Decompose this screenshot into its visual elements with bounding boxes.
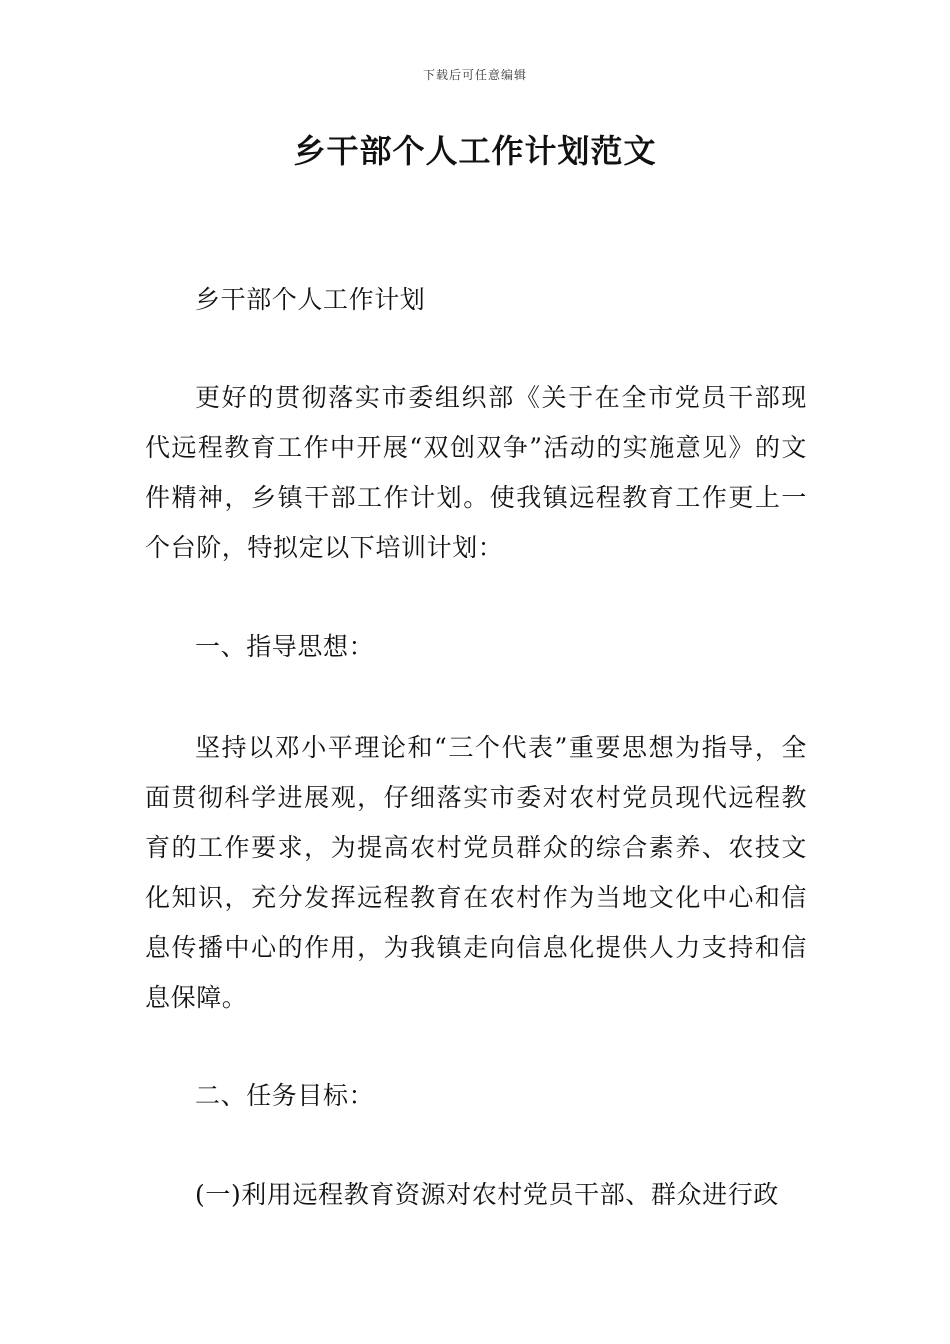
header-note: 下载后可任意编辑 [422,68,527,82]
paragraph-intro: 更好的贯彻落实市委组织部《关于在全市党员干部现代远程教育工作中开展“双创双争”活动的实施意见》的文件精神，乡镇干部工作计划。使我镇远程教育工作更上一个台阶，特拟定以下培训计划： [145,383,807,562]
section-heading-task-goals: 二、任务目标： [195,1081,375,1110]
paragraph-task-item-1: (一)利用远程教育资源对农村党员干部、群众进行政 [195,1180,779,1209]
paragraph-guiding-ideology: 坚持以邓小平理论和“三个代表”重要思想为指导，全面贯彻科学进展观，仔细落实市委对农村党员现代远程教育的工作要求，为提高农村党员群众的综合素养、农技文化知识，充分发挥远程教育在农村作为当地文化中心和信息传播中心的作用，为我镇走向信息化提供人力支持和信息保障。 [145,733,807,1012]
document-subtitle: 乡干部个人工作计划 [195,285,426,314]
document-title: 乡干部个人工作计划范文 [293,132,657,170]
section-heading-guiding-ideology: 一、指导思想： [195,632,375,661]
